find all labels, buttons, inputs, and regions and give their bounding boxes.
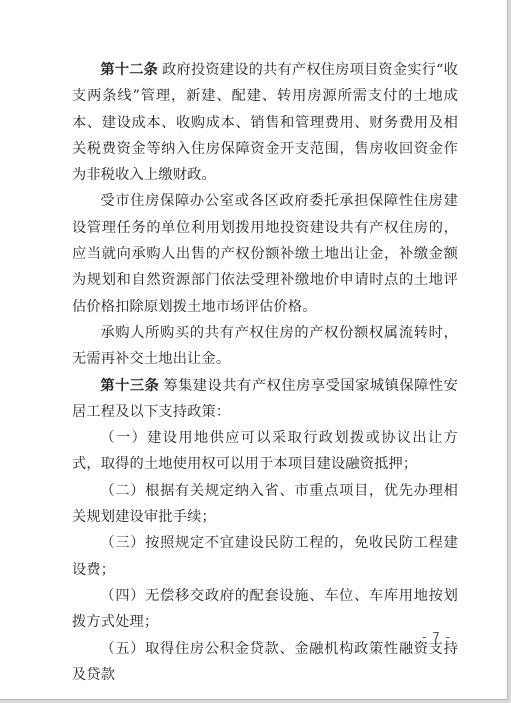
paragraph-text: 受市住房保障办公室或各区政府委托承担保障性住房建设管理任务的单位利用划拨用地投资建设共有产权住房的，应当就向承购人出售的产权份额补缴土地出让金，补缴金额为规划和自然资源部门依法受理补缴地价申请时点的土地评估价格扣除原划拨土地市场评估价格。 xyxy=(72,193,458,315)
paragraph-text: （五）取得住房公积金贷款、金融机构政策性融资支持及贷款 xyxy=(72,640,458,683)
paragraph-text: （四）无偿移交政府的配套设施、车位、车库用地按划拨方式处理； xyxy=(72,587,458,631)
list-item-1 xyxy=(72,425,458,478)
paragraph-text: （二）根据有关规定纳入省、市重点项目，优先办理相关规划建设审批手续； xyxy=(72,482,458,526)
paragraph-text: 筹集建设共有产权住房享受国家城镇保障性安居工程及以下支持政策： xyxy=(72,377,458,420)
article-number: 第十二条 xyxy=(100,62,159,78)
page-number: - 7 - xyxy=(422,630,451,644)
paragraph-article-13 xyxy=(72,373,458,426)
list-item-5 xyxy=(72,636,458,689)
paragraph-text: （一）建设用地供应可以采取行政划拨或协议出让方式，取得的土地使用权可以用于本项目建设融资抵押； xyxy=(72,430,458,473)
paragraph-text: 政府投资建设的共有产权住房项目资金实行“收支两条线”管理，新建、配建、转用房源所需支付的土地成本、建设成本、收购成本、销售和管理费用、财务费用及相关税费资金等纳入住房保障资金开支范围，售房收回资金作为非税收入上缴财政。 xyxy=(72,62,458,184)
list-item-3 xyxy=(72,530,458,583)
paragraph-article-12 xyxy=(72,57,458,188)
list-item-4 xyxy=(72,583,458,636)
document-body xyxy=(72,57,458,688)
paragraph-transfer xyxy=(72,320,458,373)
paragraph-land-premium xyxy=(72,188,458,319)
paragraph-text: （三）按照规定不宜建设民防工程的，免收民防工程建设费； xyxy=(72,535,458,578)
list-item-2 xyxy=(72,478,458,531)
article-number: 第十三条 xyxy=(100,377,160,394)
paragraph-text: 承购人所购买的共有产权住房的产权份额权属流转时，无需再补交土地出让金。 xyxy=(72,324,458,368)
